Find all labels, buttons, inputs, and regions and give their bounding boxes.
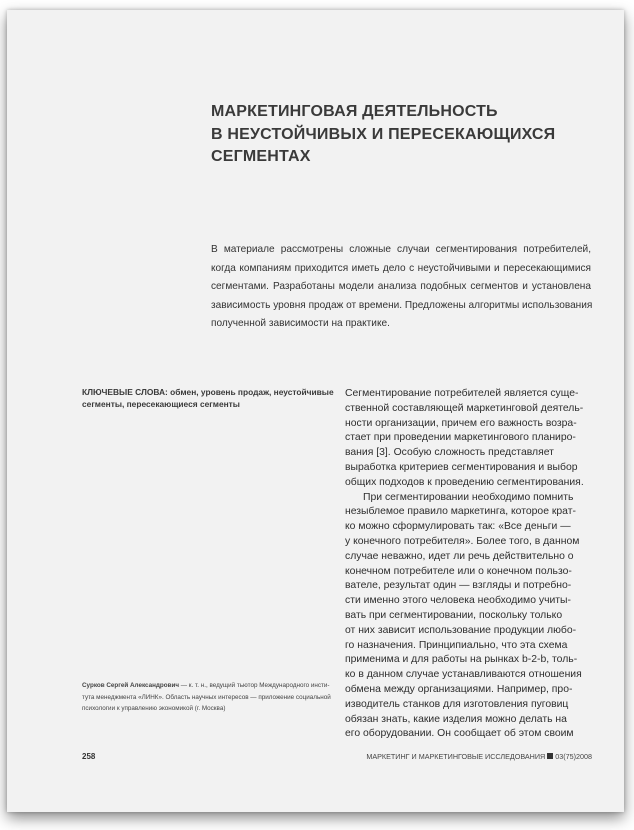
body-line: применима и для работы на рынках b-2-b, толь- — [345, 654, 578, 666]
body-line: его оборудовании. Он сообщает об этом своим — [345, 728, 574, 740]
document-page — [7, 10, 624, 812]
journal-footer — [366, 752, 592, 761]
abstract-line: зависимость уровня продаж от времени. Предложены алгоритмы использования — [211, 299, 593, 311]
body-line: При сегментировании необходимо помнить — [363, 491, 574, 503]
body-line: вать при сегментировании, поскольку только — [345, 609, 563, 621]
title-line: СЕГМЕНТАХ — [211, 148, 311, 165]
body-line: вания [3]. Особую сложность представляет — [345, 447, 554, 459]
body-line: го назначения. Принципиально, что эта схема — [345, 639, 568, 651]
body-line: ности организации, причем его важность возра- — [345, 417, 577, 429]
author-line: тута менеджмента «ЛИНК». Область научных интересов — приложение социальной — [82, 693, 331, 701]
keywords-line: сегменты, пересекающиеся сегменты — [82, 398, 240, 409]
body-line: изводитель станков для изготовления пуговиц — [345, 698, 569, 710]
body-line: ко в данном случае устанавливаются отношения — [345, 669, 582, 681]
body-line: выработка критериев сегментирования и выбор — [345, 461, 578, 473]
author-info — [82, 680, 332, 715]
author-credentials: — к. т. н., ведущий тьютор Международного инсти- — [179, 682, 330, 689]
body-line: ко можно сформулировать так: «Все деньги — — [345, 521, 571, 533]
journal-issue: 03(75)2008 — [555, 752, 592, 761]
title-line: МАРКЕТИНГОВАЯ ДЕЯТЕЛЬНОСТЬ — [211, 103, 498, 120]
body-line: случае неважно, идет ли речь действительно о — [345, 550, 574, 562]
abstract-line: когда компаниям приходится иметь дело с неустойчивыми и пересекающимися — [211, 262, 591, 274]
keywords — [82, 387, 332, 410]
author-name: Сурков Сергей Александрович — [82, 682, 179, 689]
body-line: ственной составляющей маркетинговой деятель- — [345, 402, 584, 414]
body-line: Сегментирование потребителей является суще- — [345, 388, 579, 399]
author-line: психологии к управлению экономикой (г. Москва) — [82, 705, 226, 712]
square-bullet-icon — [547, 753, 553, 759]
body-line: вателе, результат один — взгляды и потребно- — [345, 580, 572, 592]
body-line: стает при проведении маркетингового планиро- — [345, 432, 576, 444]
body-line: обязан знать, какие изделия можно делать на — [345, 713, 567, 725]
body-line: общих подходов к проведению сегментирования. — [345, 476, 584, 488]
author-line — [82, 680, 332, 692]
body-line: сти именно этого человека необходимо учиты- — [345, 595, 571, 607]
abstract-line: сегментами. Разработаны модели анализа подобных сегментов и установлена — [211, 281, 591, 292]
abstract-line: полученной зависимости на практике. — [211, 318, 390, 329]
abstract — [211, 241, 591, 334]
abstract-line: В материале рассмотрены сложные случаи сегментирования потребителей, — [211, 244, 591, 255]
body-line: от них зависит использование продукции любо- — [345, 624, 577, 636]
keywords-line: КЛЮЧЕВЫЕ СЛОВА: обмен, уровень продаж, неустойчивые — [82, 387, 334, 397]
article-title — [211, 101, 591, 169]
body-line: конечном потребителе или о конечном пользо- — [345, 565, 572, 577]
page-number: 258 — [82, 752, 96, 761]
body-line: у конечного потребителя». Более того, в данном — [345, 535, 580, 547]
body-line: обмена между организациями. Например, про- — [345, 683, 573, 695]
journal-name: МАРКЕТИНГ И МАРКЕТИНГОВЫЕ ИССЛЕДОВАНИЯ — [366, 752, 546, 761]
body-column — [345, 387, 595, 742]
title-line: В НЕУСТОЙЧИВЫХ И ПЕРЕСЕКАЮЩИХСЯ — [211, 125, 556, 143]
body-line: незыблемое правило маркетинга, которое крат- — [345, 506, 576, 518]
